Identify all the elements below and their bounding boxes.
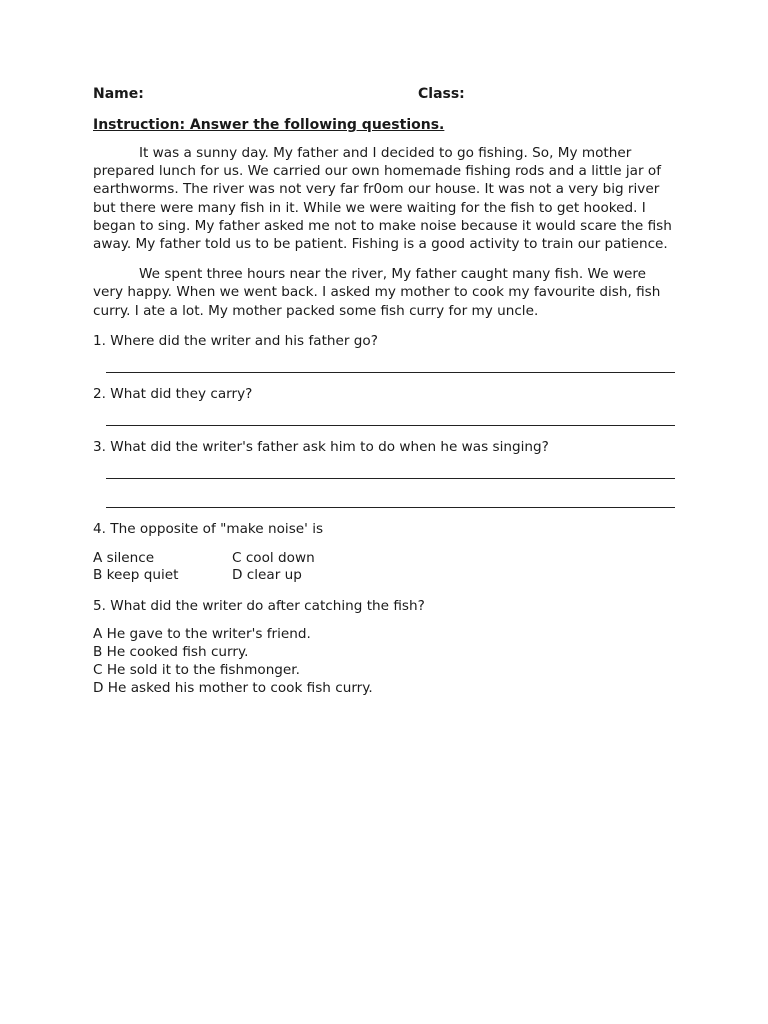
option-d: D He asked his mother to cook fish curry. xyxy=(93,679,373,696)
option-c: C He sold it to the fishmonger. xyxy=(93,661,300,678)
answer-line-1[interactable] xyxy=(106,362,675,373)
option-a: A He gave to the writer's friend. xyxy=(93,625,311,642)
passage-paragraph-1: It was a sunny day. My father and I decided to go fishing. So, My mother prepared lunch for us. We carried our own homemade fishing rods and a little jar of earthworms. The river was not very far fr0om our house. It was not a very big river but there were many fish in it. While we were waiting for the fish to get hooked. I began to sing. My father asked me not to make noise because it would scare the fish away. My father told us to be patient. Fishing is a good activity to train our patience. xyxy=(93,145,672,253)
name-label: Name: xyxy=(93,86,144,102)
option-b: B He cooked fish curry. xyxy=(93,643,249,660)
passage-paragraph-2: We spent three hours near the river, My father caught many fish. We were very happy. When we went back. I asked my mother to cook my favourite dish, fish curry. I ate a lot. My mother packed some fish curry for my uncle. xyxy=(93,266,661,319)
question-5: 5. What did the writer do after catching the fish? xyxy=(93,597,425,614)
question-5-options xyxy=(93,625,675,697)
answer-line-3b[interactable] xyxy=(106,497,675,508)
worksheet xyxy=(93,86,675,697)
header-row xyxy=(93,86,675,106)
question-1: 1. Where did the writer and his father go? xyxy=(93,332,378,349)
answer-line-2[interactable] xyxy=(106,415,675,426)
option-c: C cool down xyxy=(232,549,315,566)
question-2: 2. What did they carry? xyxy=(93,385,253,402)
option-d: D clear up xyxy=(232,567,302,584)
question-3: 3. What did the writer's father ask him to do when he was singing? xyxy=(93,438,549,455)
option-b: B keep quiet xyxy=(93,567,179,584)
question-4: 4. The opposite of "make noise' is xyxy=(93,520,324,537)
question-4-options xyxy=(93,550,675,585)
instruction-heading: Instruction: Answer the following questions. xyxy=(93,117,445,133)
option-a: A silence xyxy=(93,549,155,566)
class-label: Class: xyxy=(418,86,465,102)
answer-line-3a[interactable] xyxy=(106,468,675,479)
